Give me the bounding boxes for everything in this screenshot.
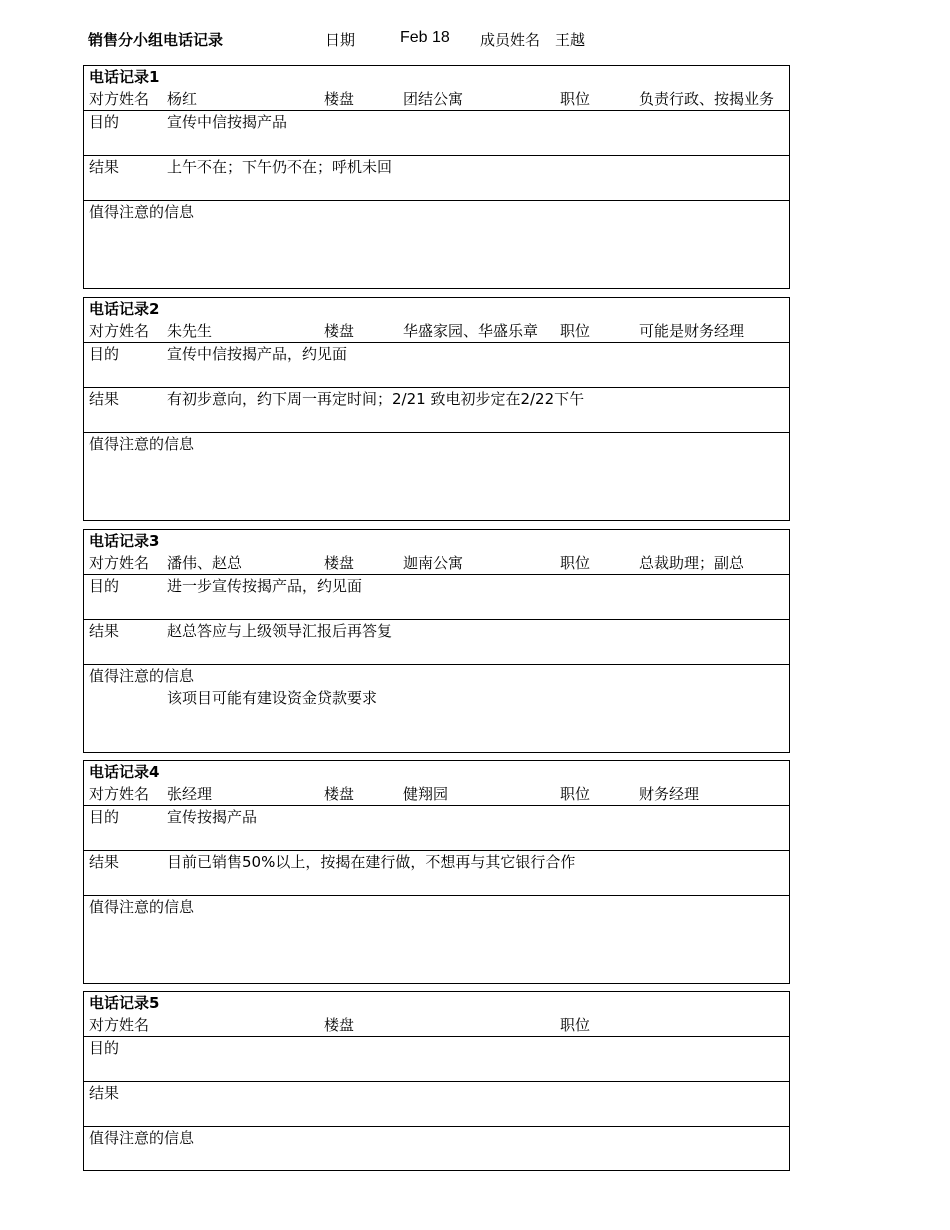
result-row[interactable] xyxy=(84,1082,789,1127)
date-label: 日期 xyxy=(325,31,356,49)
call-record-1 xyxy=(83,65,790,289)
notes-area[interactable] xyxy=(84,433,789,520)
notes-label: 值得注意的信息 xyxy=(89,435,195,453)
result-label: 结果 xyxy=(89,853,120,871)
purpose-row[interactable] xyxy=(84,343,789,388)
purpose-label: 目的 xyxy=(89,577,120,595)
page-title: 销售分小组电话记录 xyxy=(88,31,224,49)
result-label: 结果 xyxy=(89,622,120,640)
building-value[interactable]: 健翔园 xyxy=(403,785,449,803)
result-value[interactable]: 赵总答应与上级领导汇报后再答复 xyxy=(167,622,393,640)
building-label: 楼盘 xyxy=(324,90,355,108)
purpose-label: 目的 xyxy=(89,345,120,363)
purpose-label: 目的 xyxy=(89,1039,120,1057)
notes-area[interactable] xyxy=(84,665,789,752)
record-title: 电话记录5 xyxy=(89,994,160,1012)
result-row[interactable] xyxy=(84,388,789,433)
result-value[interactable]: 目前已销售50%以上，按揭在建行做，不想再与其它银行合作 xyxy=(167,853,576,871)
notes-label: 值得注意的信息 xyxy=(89,898,195,916)
result-label: 结果 xyxy=(89,390,120,408)
position-value[interactable]: 负责行政、按揭业务 xyxy=(639,90,775,108)
record-header xyxy=(84,992,789,1037)
purpose-row[interactable] xyxy=(84,806,789,851)
position-label: 职位 xyxy=(560,1016,591,1034)
record-header xyxy=(84,66,789,111)
call-record-2 xyxy=(83,297,790,521)
result-label: 结果 xyxy=(89,1084,120,1102)
contact-name[interactable]: 潘伟、赵总 xyxy=(167,554,243,572)
position-label: 职位 xyxy=(560,785,591,803)
building-label: 楼盘 xyxy=(324,554,355,572)
purpose-value[interactable]: 宣传中信按揭产品 xyxy=(167,113,288,131)
notes-label: 值得注意的信息 xyxy=(89,203,195,221)
record-header xyxy=(84,761,789,806)
position-value[interactable]: 财务经理 xyxy=(639,785,700,803)
building-label: 楼盘 xyxy=(324,785,355,803)
call-record-4 xyxy=(83,760,790,984)
result-row[interactable] xyxy=(84,156,789,201)
purpose-label: 目的 xyxy=(89,808,120,826)
result-value[interactable]: 有初步意向，约下周一再定时间；2/21 致电初步定在2/22下午 xyxy=(167,390,585,408)
position-value[interactable]: 总裁助理；副总 xyxy=(639,554,745,572)
result-row[interactable] xyxy=(84,851,789,896)
purpose-label: 目的 xyxy=(89,113,120,131)
building-label: 楼盘 xyxy=(324,1016,355,1034)
notes-area[interactable] xyxy=(84,1127,789,1170)
purpose-row[interactable] xyxy=(84,111,789,156)
name-label: 对方姓名 xyxy=(89,322,150,340)
position-label: 职位 xyxy=(560,322,591,340)
notes-label: 值得注意的信息 xyxy=(89,667,195,685)
name-label: 对方姓名 xyxy=(89,1016,150,1034)
call-record-3 xyxy=(83,529,790,753)
building-label: 楼盘 xyxy=(324,322,355,340)
name-label: 对方姓名 xyxy=(89,785,150,803)
notes-area[interactable] xyxy=(84,201,789,288)
position-label: 职位 xyxy=(560,554,591,572)
purpose-row[interactable] xyxy=(84,1037,789,1082)
name-label: 对方姓名 xyxy=(89,554,150,572)
purpose-value[interactable]: 进一步宣传按揭产品，约见面 xyxy=(167,577,363,595)
name-label: 对方姓名 xyxy=(89,90,150,108)
sheet-header xyxy=(88,29,808,51)
purpose-value[interactable]: 宣传按揭产品 xyxy=(167,808,258,826)
contact-name[interactable]: 杨红 xyxy=(167,90,198,108)
contact-name[interactable]: 朱先生 xyxy=(167,322,213,340)
record-title: 电话记录4 xyxy=(89,763,160,781)
notes-label: 值得注意的信息 xyxy=(89,1129,195,1147)
member-value[interactable]: 王越 xyxy=(555,31,586,49)
result-value[interactable]: 上午不在；下午仍不在；呼机未回 xyxy=(167,158,393,176)
position-value[interactable]: 可能是财务经理 xyxy=(639,322,745,340)
result-label: 结果 xyxy=(89,158,120,176)
call-record-5 xyxy=(83,991,790,1171)
building-value[interactable]: 团结公寓 xyxy=(403,90,464,108)
building-value[interactable]: 华盛家园、华盛乐章 xyxy=(403,322,539,340)
record-header xyxy=(84,298,789,343)
record-title: 电话记录1 xyxy=(89,68,160,86)
result-row[interactable] xyxy=(84,620,789,665)
date-value[interactable]: Feb 18 xyxy=(400,29,450,46)
contact-name[interactable]: 张经理 xyxy=(167,785,213,803)
purpose-row[interactable] xyxy=(84,575,789,620)
position-label: 职位 xyxy=(560,90,591,108)
member-label: 成员姓名 xyxy=(480,31,541,49)
purpose-value[interactable]: 宣传中信按揭产品，约见面 xyxy=(167,345,348,363)
record-title: 电话记录2 xyxy=(89,300,160,318)
notes-value[interactable]: 该项目可能有建设资金贷款要求 xyxy=(167,689,378,707)
building-value[interactable]: 迦南公寓 xyxy=(403,554,464,572)
record-title: 电话记录3 xyxy=(89,532,160,550)
notes-area[interactable] xyxy=(84,896,789,983)
record-header xyxy=(84,530,789,575)
